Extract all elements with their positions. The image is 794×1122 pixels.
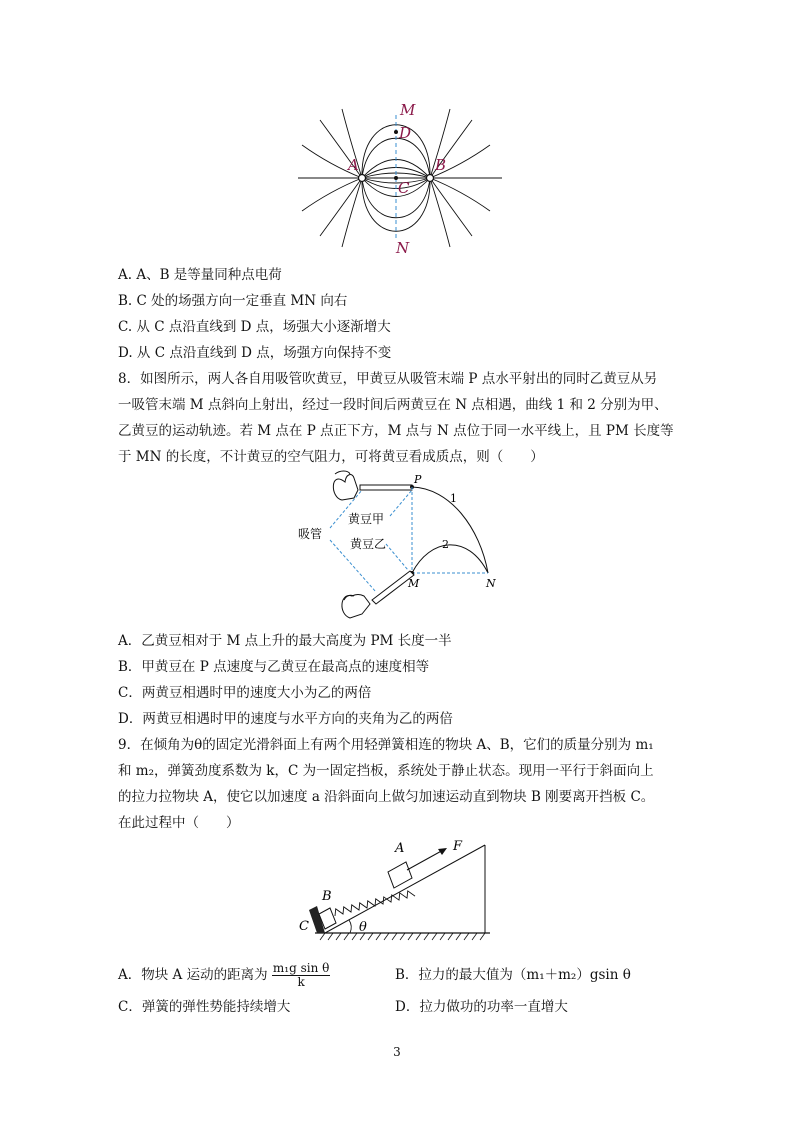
q9-stem-line: 在此过程中（ ）	[118, 815, 240, 831]
q8-stem-line: 于 MN 的长度，不计黄豆的空气阻力，可将黄豆看成质点，则（ ）	[118, 449, 544, 465]
q7-option-c: C. 从 C 点沿直线到 D 点，场强大小逐渐增大	[118, 319, 391, 335]
label-F: F	[453, 839, 463, 854]
person-top-icon	[333, 471, 358, 500]
label-M: M	[408, 577, 420, 590]
incline-spring-figure	[295, 830, 500, 945]
q8-option-b: B．甲黄豆在 P 点速度与乙黄豆在最高点的速度相等	[118, 659, 430, 675]
label-bean-a: 黄豆甲	[348, 512, 385, 526]
q8-stem-line: 乙黄豆的运动轨迹。若 M 点在 P 点正下方，M 点与 N 点位于同一水平线上，且 PM 长度等	[118, 423, 674, 439]
q9-option-d: D．拉力做功的功率一直增大	[395, 999, 568, 1015]
q8-option-a: A．乙黄豆相对于 M 点上升的最大高度为 PM 长度一半	[118, 633, 452, 649]
label-curve-1: 1	[450, 492, 457, 505]
label-P: P	[414, 473, 422, 486]
label-B: B	[435, 156, 447, 174]
field-lines-figure	[290, 95, 510, 260]
q8-option-d: D．两黄豆相遇时甲的速度与水平方向的夹角为乙的两倍	[118, 711, 453, 727]
q9-stem-line: 的拉力拉物块 A，使它以加速度 a 沿斜面向上做匀加速运动直到物块 B 刚要离开挡板 C。	[118, 789, 655, 805]
label-theta: θ	[359, 920, 367, 935]
label-bean-b: 黄豆乙	[350, 537, 387, 551]
q7-option-b: B. C 处的场强方向一定垂直 MN 向右	[118, 293, 348, 309]
label-A: A	[348, 156, 359, 174]
label-A: A	[395, 841, 405, 856]
page-number: 3	[393, 1045, 401, 1059]
q7-option-a: A. A、B 是等量同种点电荷	[118, 267, 282, 283]
label-N: N	[396, 239, 410, 257]
fraction-numerator: m₁g sin θ	[272, 961, 330, 975]
q7-option-d: D. 从 C 点沿直线到 D 点，场强方向保持不变	[118, 345, 392, 361]
label-C: C	[398, 179, 410, 197]
q9-option-a	[118, 962, 330, 989]
q8-stem-line: 8．如图所示，两人各自用吸管吹黄豆，甲黄豆从吸管末端 P 点水平射出的同时乙黄豆从另	[118, 371, 658, 387]
label-straw: 吸管	[298, 527, 323, 541]
fraction-denominator: k	[297, 975, 305, 989]
label-curve-2: 2	[442, 538, 449, 551]
q9-option-b: B．拉力的最大值为（m₁＋m₂）gsin θ	[395, 967, 631, 983]
q9-stem-line: 9．在倾角为θ的固定光滑斜面上有两个用轻弹簧相连的物块 A、B，它们的质量分别为 m₁	[118, 737, 654, 753]
q9-option-a-text: A．物块 A 运动的距离为	[118, 967, 268, 983]
label-M: M	[400, 101, 416, 119]
straw-beans-figure	[290, 468, 510, 623]
q9-stem-line: 和 m₂，弹簧劲度系数为 k，C 为一固定挡板，系统处于静止状态。现用一平行于斜面向上	[118, 763, 654, 779]
person-bottom-icon	[342, 595, 370, 619]
q9-option-c: C．弹簧的弹性势能持续增大	[118, 999, 291, 1015]
label-N: N	[486, 577, 496, 590]
label-C: C	[299, 919, 309, 934]
label-B: B	[322, 889, 332, 904]
label-D: D	[399, 124, 412, 142]
q9-option-a-fraction	[272, 962, 330, 989]
q8-option-c: C．两黄豆相遇时甲的速度大小为乙的两倍	[118, 685, 372, 701]
q8-stem-line: 一吸管末端 M 点斜向上射出，经过一段时间后两黄豆在 N 点相遇，曲线 1 和 2 分别为甲、	[118, 397, 668, 413]
